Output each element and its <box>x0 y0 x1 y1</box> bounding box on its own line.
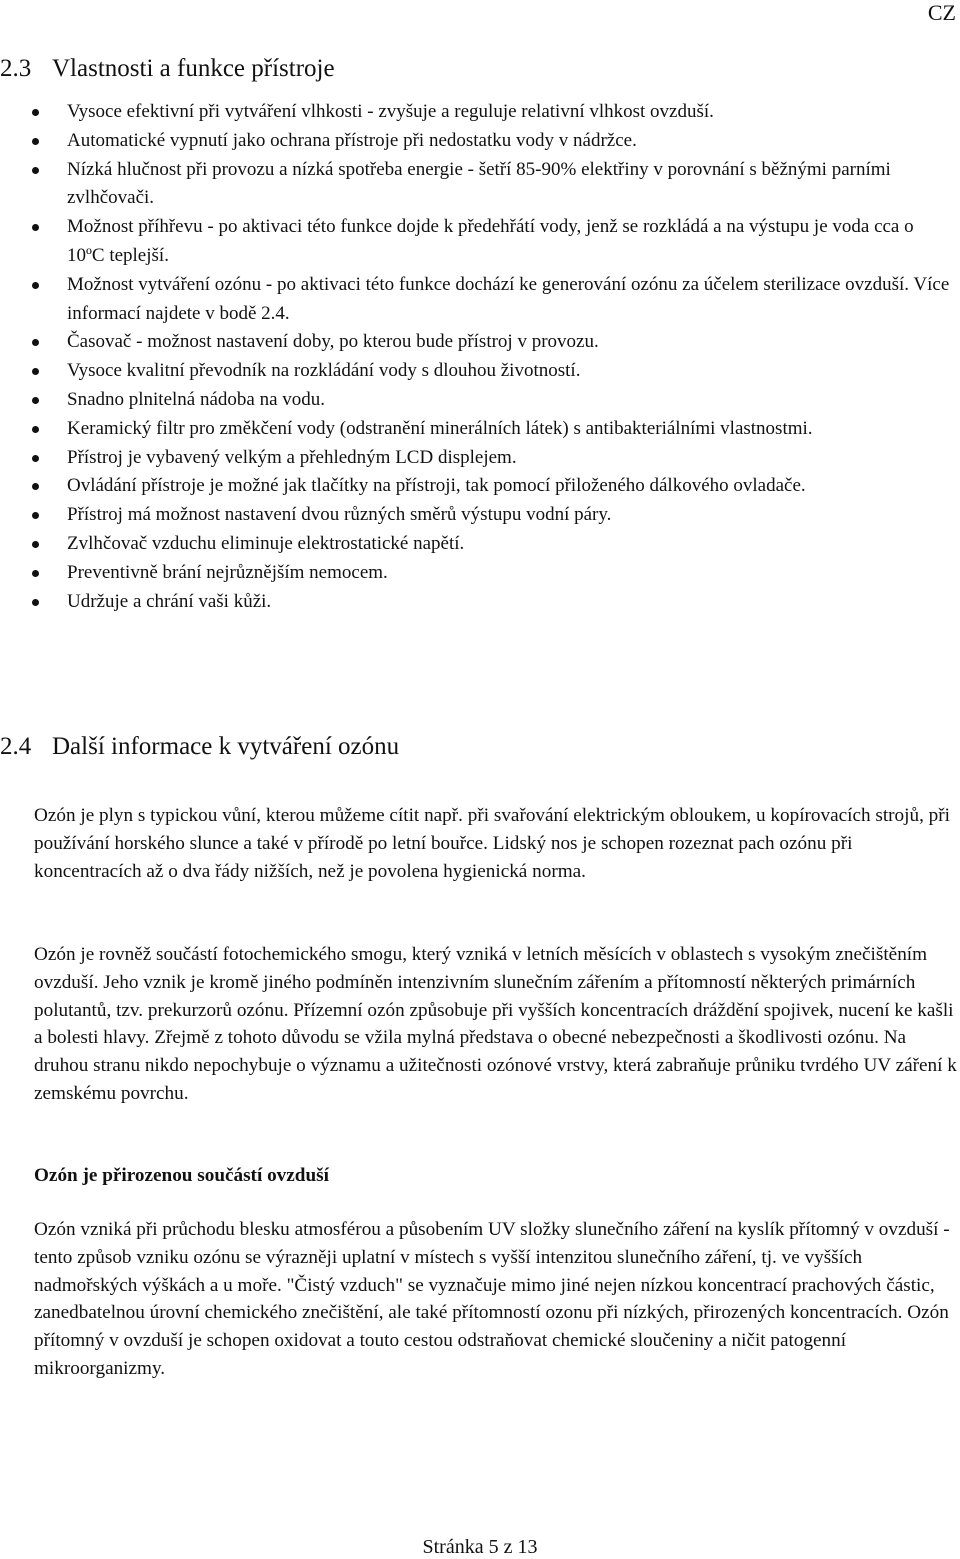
section-title: Vlastnosti a funkce přístroje <box>52 55 335 82</box>
list-item: Přístroj má možnost nastavení dvou různých směrů výstupu vodní páry. <box>32 501 952 530</box>
list-item: Ovládání přístroje je možné jak tlačítky na přístroji, tak pomocí přiloženého dálkového ovladače. <box>32 472 952 501</box>
list-item: Časovač - možnost nastavení doby, po kterou bude přístroj v provozu. <box>32 328 952 357</box>
list-item: Možnost vytváření ozónu - po aktivaci této funkce dochází ke generování ozónu za účelem sterilizace ovzduší. Více informací najdete v bodě 2.4. <box>32 271 952 329</box>
page-number: Stránka 5 z 13 <box>422 1536 538 1558</box>
list-item: Přístroj je vybavený velkým a přehledným LCD displejem. <box>32 444 952 473</box>
list-item: Možnost příhřevu - po aktivaci této funkce dojde k předehřátí vody, jenž se rozkládá a na výstupu je voda cca o 10ºC teplejší. <box>32 213 952 271</box>
paragraph-ozone-smell: Ozón je plyn s typickou vůní, kterou můžeme cítit např. při svařování elektrickým obloukem, u kopírovacích strojů, při používání horského slunce a také v přírodě po letní bouřce. Lidský nos je schopen rozeznat pach ozónu při koncentracích až o dva řády nižších, než je povolena hygienická norma. <box>34 805 950 882</box>
list-item: Nízká hlučnost při provozu a nízká spotřeba energie - šetří 85-90% elektřiny v porovnání s běžnými parními zvlhčovači. <box>32 156 952 214</box>
section-number: 2.3 <box>0 55 32 82</box>
list-item: Zvlhčovač vzduchu eliminuje elektrostatické napětí. <box>32 530 952 559</box>
language-code: CZ <box>927 0 956 25</box>
list-item: Automatické vypnutí jako ochrana přístroje při nedostatku vody v nádržce. <box>32 127 952 156</box>
feature-list <box>32 98 952 616</box>
section-number: 2.4 <box>0 733 32 760</box>
list-item: Udržuje a chrání vaši kůži. <box>32 588 952 617</box>
subheading-natural-ozone: Ozón je přirozenou součástí ovzduší <box>34 1165 329 1186</box>
list-item: Preventivně brání nejrůznějším nemocem. <box>32 559 952 588</box>
section-title: Další informace k vytváření ozónu <box>52 733 400 760</box>
list-item: Snadno plnitelná nádoba na vodu. <box>32 386 952 415</box>
list-item: Vysoce efektivní při vytváření vlhkosti - zvyšuje a reguluje relativní vlhkost ovzduší. <box>32 98 952 127</box>
list-item: Vysoce kvalitní převodník na rozkládání vody s dlouhou životností. <box>32 357 952 386</box>
section-2-3-heading <box>0 54 335 84</box>
section-2-4-heading <box>0 732 399 762</box>
paragraph-ozone-formation: Ozón vzniká při průchodu blesku atmosférou a působením UV složky slunečního záření na kyslík přítomný v ovzduší - tento způsob vzniku ozónu se výrazněji uplatní v místech s vyšší intenzitou slunečního záření, tj. ve vyšších nadmořských výškách a u moře. "Čistý vzduch" se vyznačuje mimo jiné nejen nízkou koncentrací prachových částic, zanedbatelnou úrovní chemického znečištění, ale také přítomností ozonu při nízkých, přirozených koncentracích. Ozón přítomný v ovzduší je schopen oxidovat a touto cestou odstraňovat chemické sloučeniny a ničit patogenní mikroorganizmy. <box>34 1219 950 1379</box>
paragraph-ozone-smog: Ozón je rovněž součástí fotochemického smogu, který vzniká v letních měsících v oblastech s vysokým znečištěním ovzduší. Jeho vznik je kromě jiného podmíněn intenzivním slunečním zářením a přítomností některých primárních polutantů, tzv. prekurzorů ozónu. Přízemní ozón způsobuje při vyšších koncentracích dráždění spojivek, nucení ke kašli a bolesti hlavy. Zřejmě z tohoto důvodu se vžila mylná představa o obecné nebezpečnosti a škodlivosti ozónu. Na druhou stranu nikdo nepochybuje o významu a užitečnosti ozónové vrstvy, která zabraňuje průniku tvrdého UV záření k zemskému povrchu. <box>34 944 957 1104</box>
list-item: Keramický filtr pro změkčení vody (odstranění minerálních látek) s antibakteriálními vlastnostmi. <box>32 415 952 444</box>
